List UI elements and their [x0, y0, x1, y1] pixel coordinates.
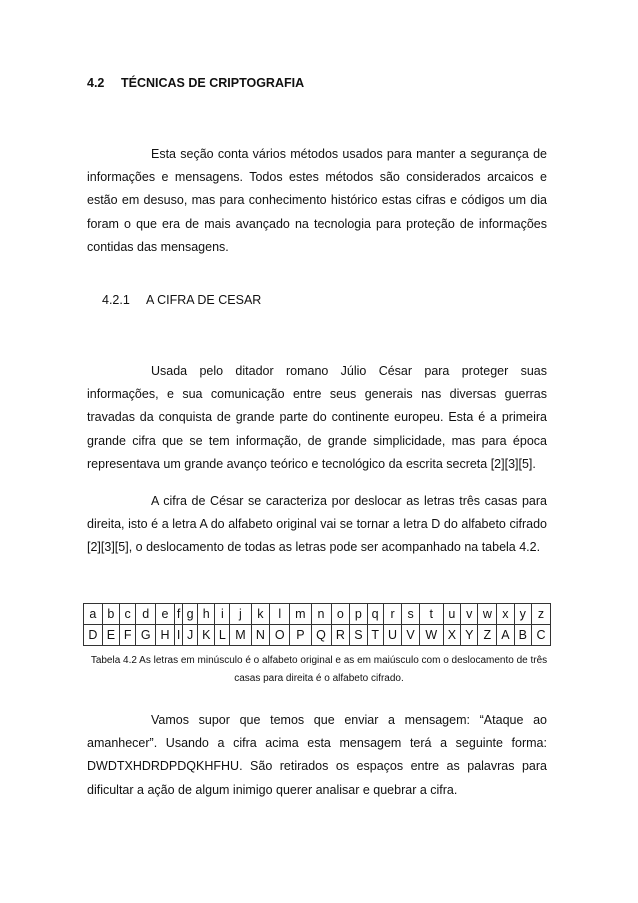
cipher-letter-cell: W — [419, 625, 443, 646]
cipher-letter-cell: U — [383, 625, 402, 646]
plain-letter-cell: y — [514, 604, 531, 625]
cipher-table — [83, 603, 551, 646]
plain-letter-cell: h — [198, 604, 215, 625]
cipher-letter-cell: J — [183, 625, 198, 646]
plain-letter-cell: k — [251, 604, 270, 625]
subsection-number: 4.2.1 — [102, 293, 130, 307]
cipher-letter-cell: O — [270, 625, 290, 646]
plain-letter-cell: t — [419, 604, 443, 625]
subsection-title: A CIFRA DE CESAR — [146, 293, 262, 307]
cipher-letter-cell: T — [367, 625, 383, 646]
cipher-letter-cell: L — [215, 625, 230, 646]
plain-letter-cell: v — [461, 604, 478, 625]
plain-letter-cell: r — [383, 604, 402, 625]
plain-letter-cell: j — [230, 604, 251, 625]
section-title: TÉCNICAS DE CRIPTOGRAFIA — [121, 76, 305, 90]
plain-letter-cell: n — [311, 604, 331, 625]
section-number: 4.2 — [87, 76, 105, 90]
plain-letter-cell: d — [136, 604, 156, 625]
plain-letter-cell: z — [531, 604, 550, 625]
plain-letter-cell: g — [183, 604, 198, 625]
plain-letter-cell: w — [478, 604, 497, 625]
plain-alphabet-row — [84, 604, 551, 625]
cipher-letter-cell: I — [174, 625, 182, 646]
plain-letter-cell: p — [350, 604, 367, 625]
cipher-letter-cell: B — [514, 625, 531, 646]
cipher-letter-cell: C — [531, 625, 550, 646]
cipher-letter-cell: M — [230, 625, 251, 646]
plain-letter-cell: m — [290, 604, 311, 625]
cipher-letter-cell: K — [198, 625, 215, 646]
cipher-letter-cell: A — [497, 625, 514, 646]
section-intro-paragraph: Esta seção conta vários métodos usados para manter a segurança de informações e mensagens. Todos estes métodos são considerados arcaicos e estão em desuso, mas para conhecimento histórico estas cifras e códigos um dia foram o que era de mais avançado na tecnologia para proteção de informações contidas das mensagens. — [87, 147, 547, 254]
cipher-letter-cell: Y — [461, 625, 478, 646]
cipher-letter-cell: S — [350, 625, 367, 646]
cesar-paragraph-2: A cifra de César se caracteriza por deslocar as letras três casas para direita, isto é a letra A do alfabeto original vai se tornar a letra D do alfabeto cifrado [2][3][5], o deslocamento de todas as letras pode ser acompanhado na tabela 4.2. — [87, 494, 547, 555]
cipher-letter-cell: G — [136, 625, 156, 646]
cipher-letter-cell: R — [331, 625, 350, 646]
table-caption: Tabela 4.2 As letras em minúsculo é o alfabeto original e as em maiúsculo com o deslocamento de três casas para direita é o alfabeto cifrado. — [90, 655, 548, 684]
plain-letter-cell: b — [102, 604, 119, 625]
cipher-letter-cell: E — [102, 625, 119, 646]
cipher-letter-cell: N — [251, 625, 270, 646]
plain-letter-cell: o — [331, 604, 350, 625]
cipher-letter-cell: X — [443, 625, 460, 646]
plain-letter-cell: a — [84, 604, 103, 625]
cipher-letter-cell: Q — [311, 625, 331, 646]
cipher-letter-cell: P — [290, 625, 311, 646]
plain-letter-cell: q — [367, 604, 383, 625]
plain-letter-cell: e — [156, 604, 175, 625]
section-heading — [87, 76, 304, 90]
closing-paragraph: Vamos supor que temos que enviar a mensagem: “Ataque ao amanhecer”. Usando a cifra acima esta mensagem terá a seguinte forma: DWDTXHDRDPDQKHFHU. São retirados os espaços entre as palavras para dificultar a ação de algum inimigo querer analisar e quebrar a cifra. — [87, 713, 547, 797]
plain-letter-cell: i — [215, 604, 230, 625]
plain-letter-cell: x — [497, 604, 514, 625]
plain-letter-cell: f — [174, 604, 182, 625]
cipher-letter-cell: H — [156, 625, 175, 646]
plain-letter-cell: u — [443, 604, 460, 625]
subsection-heading — [102, 293, 261, 307]
plain-letter-cell: c — [120, 604, 136, 625]
cipher-letter-cell: Z — [478, 625, 497, 646]
cipher-alphabet-row — [84, 625, 551, 646]
cesar-paragraph-1: Usada pelo ditador romano Júlio César para proteger suas informações, e sua comunicação entre seus generais nas diversas guerras travadas da conquista de grande parte do continente europeu. Esta é a primeira grande cifra que se tem informação, de grande simplicidade, mas para época representava um grande avanço teórico e tecnológico da escrita secreta [2][3][5]. — [87, 364, 547, 471]
plain-letter-cell: s — [402, 604, 419, 625]
cipher-letter-cell: V — [402, 625, 419, 646]
cipher-letter-cell: F — [120, 625, 136, 646]
plain-letter-cell: l — [270, 604, 290, 625]
cipher-letter-cell: D — [84, 625, 103, 646]
